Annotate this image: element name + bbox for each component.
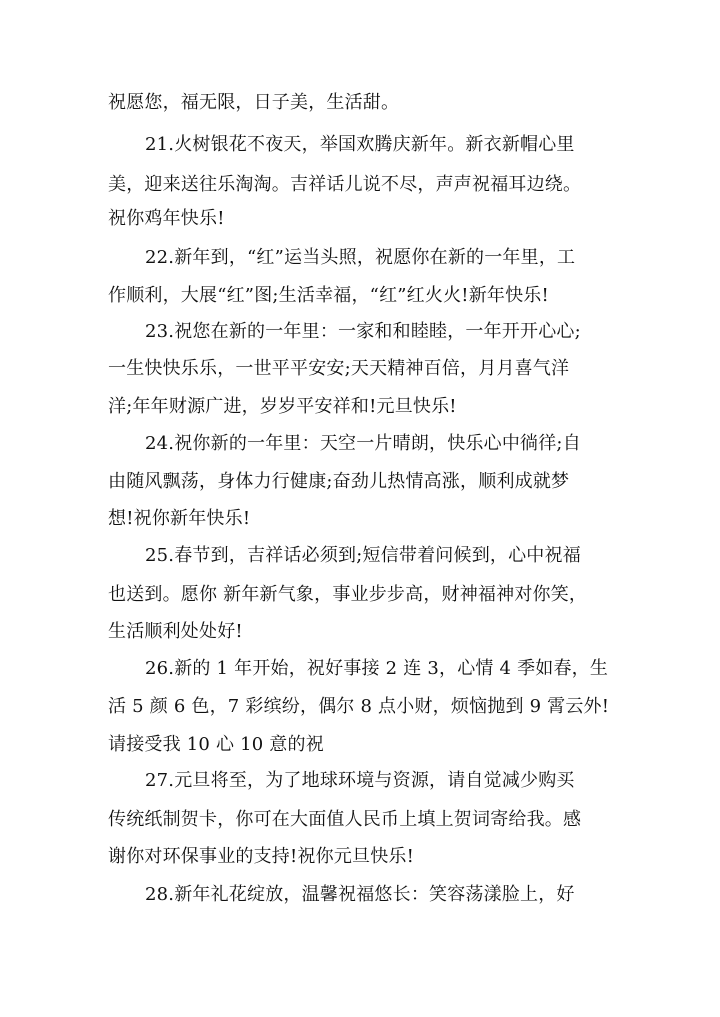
paragraph-24-line-2: 由随风飘荡，身体力行健康;奋劲儿热情高涨，顺利成就梦	[108, 471, 570, 492]
paragraph-23-line-3: 洋;年年财源广进，岁岁平安祥和!元旦快乐!	[108, 396, 457, 417]
paragraph-27-line-1: 27.元旦将至，为了地球环境与资源，请自觉减少购买	[145, 770, 575, 791]
paragraph-25-line-2: 也送到。愿你 新年新气象，事业步步高，财神福神对你笑，	[108, 584, 588, 605]
paragraph-21-line-1: 21.火树银花不夜天，举国欢腾庆新年。新衣新帽心里	[145, 134, 575, 155]
paragraph-27-line-2: 传统纸制贺卡，你可在大面值人民币上填上贺词寄给我。感	[108, 809, 582, 830]
paragraph-23-line-1: 23.祝您在新的一年里：一家和和睦睦，一年开开心心;	[145, 321, 581, 342]
paragraph-23-line-2: 一生快快乐乐，一世平平安安;天天精神百倍，月月喜气洋	[108, 358, 570, 379]
paragraph-22-line-1: 22.新年到，“红”运当头照，祝愿你在新的一年里，工	[145, 247, 576, 268]
text-line: 祝愿您，福无限，日子美，生活甜。	[108, 92, 400, 113]
paragraph-24-line-3: 想!祝你新年快乐!	[108, 508, 251, 529]
paragraph-26-line-2: 活 5 颜 6 色，7 彩缤纷，偶尔 8 点小财，烦恼抛到 9 霄云外!	[108, 696, 610, 717]
paragraph-25-line-3: 生活顺利处处好!	[108, 621, 243, 642]
paragraph-21-line-3: 祝你鸡年快乐!	[108, 208, 225, 229]
paragraph-26-line-1: 26.新的 1 年开始，祝好事接 2 连 3，心情 4 季如春，生	[145, 658, 609, 679]
paragraph-27-line-3: 谢你对环保事业的支持!祝你元旦快乐!	[108, 846, 415, 867]
paragraph-24-line-1: 24.祝你新的一年里：天空一片晴朗，快乐心中徜徉;自	[145, 433, 581, 454]
paragraph-21-line-2: 美，迎来送往乐淘淘。吉祥话儿说不尽，声声祝福耳边绕。	[108, 174, 582, 195]
paragraph-22-line-2: 作顺利，大展“红”图;生活幸福，“红”红火火!新年快乐!	[108, 285, 549, 306]
paragraph-25-line-1: 25.春节到，吉祥话必须到;短信带着问候到，心中祝福	[145, 545, 581, 566]
paragraph-28-line-1: 28.新年礼花绽放，温馨祝福悠长：笑容荡漾脸上，好	[145, 884, 575, 905]
paragraph-26-line-3: 请接受我 10 心 10 意的祝	[108, 734, 324, 755]
